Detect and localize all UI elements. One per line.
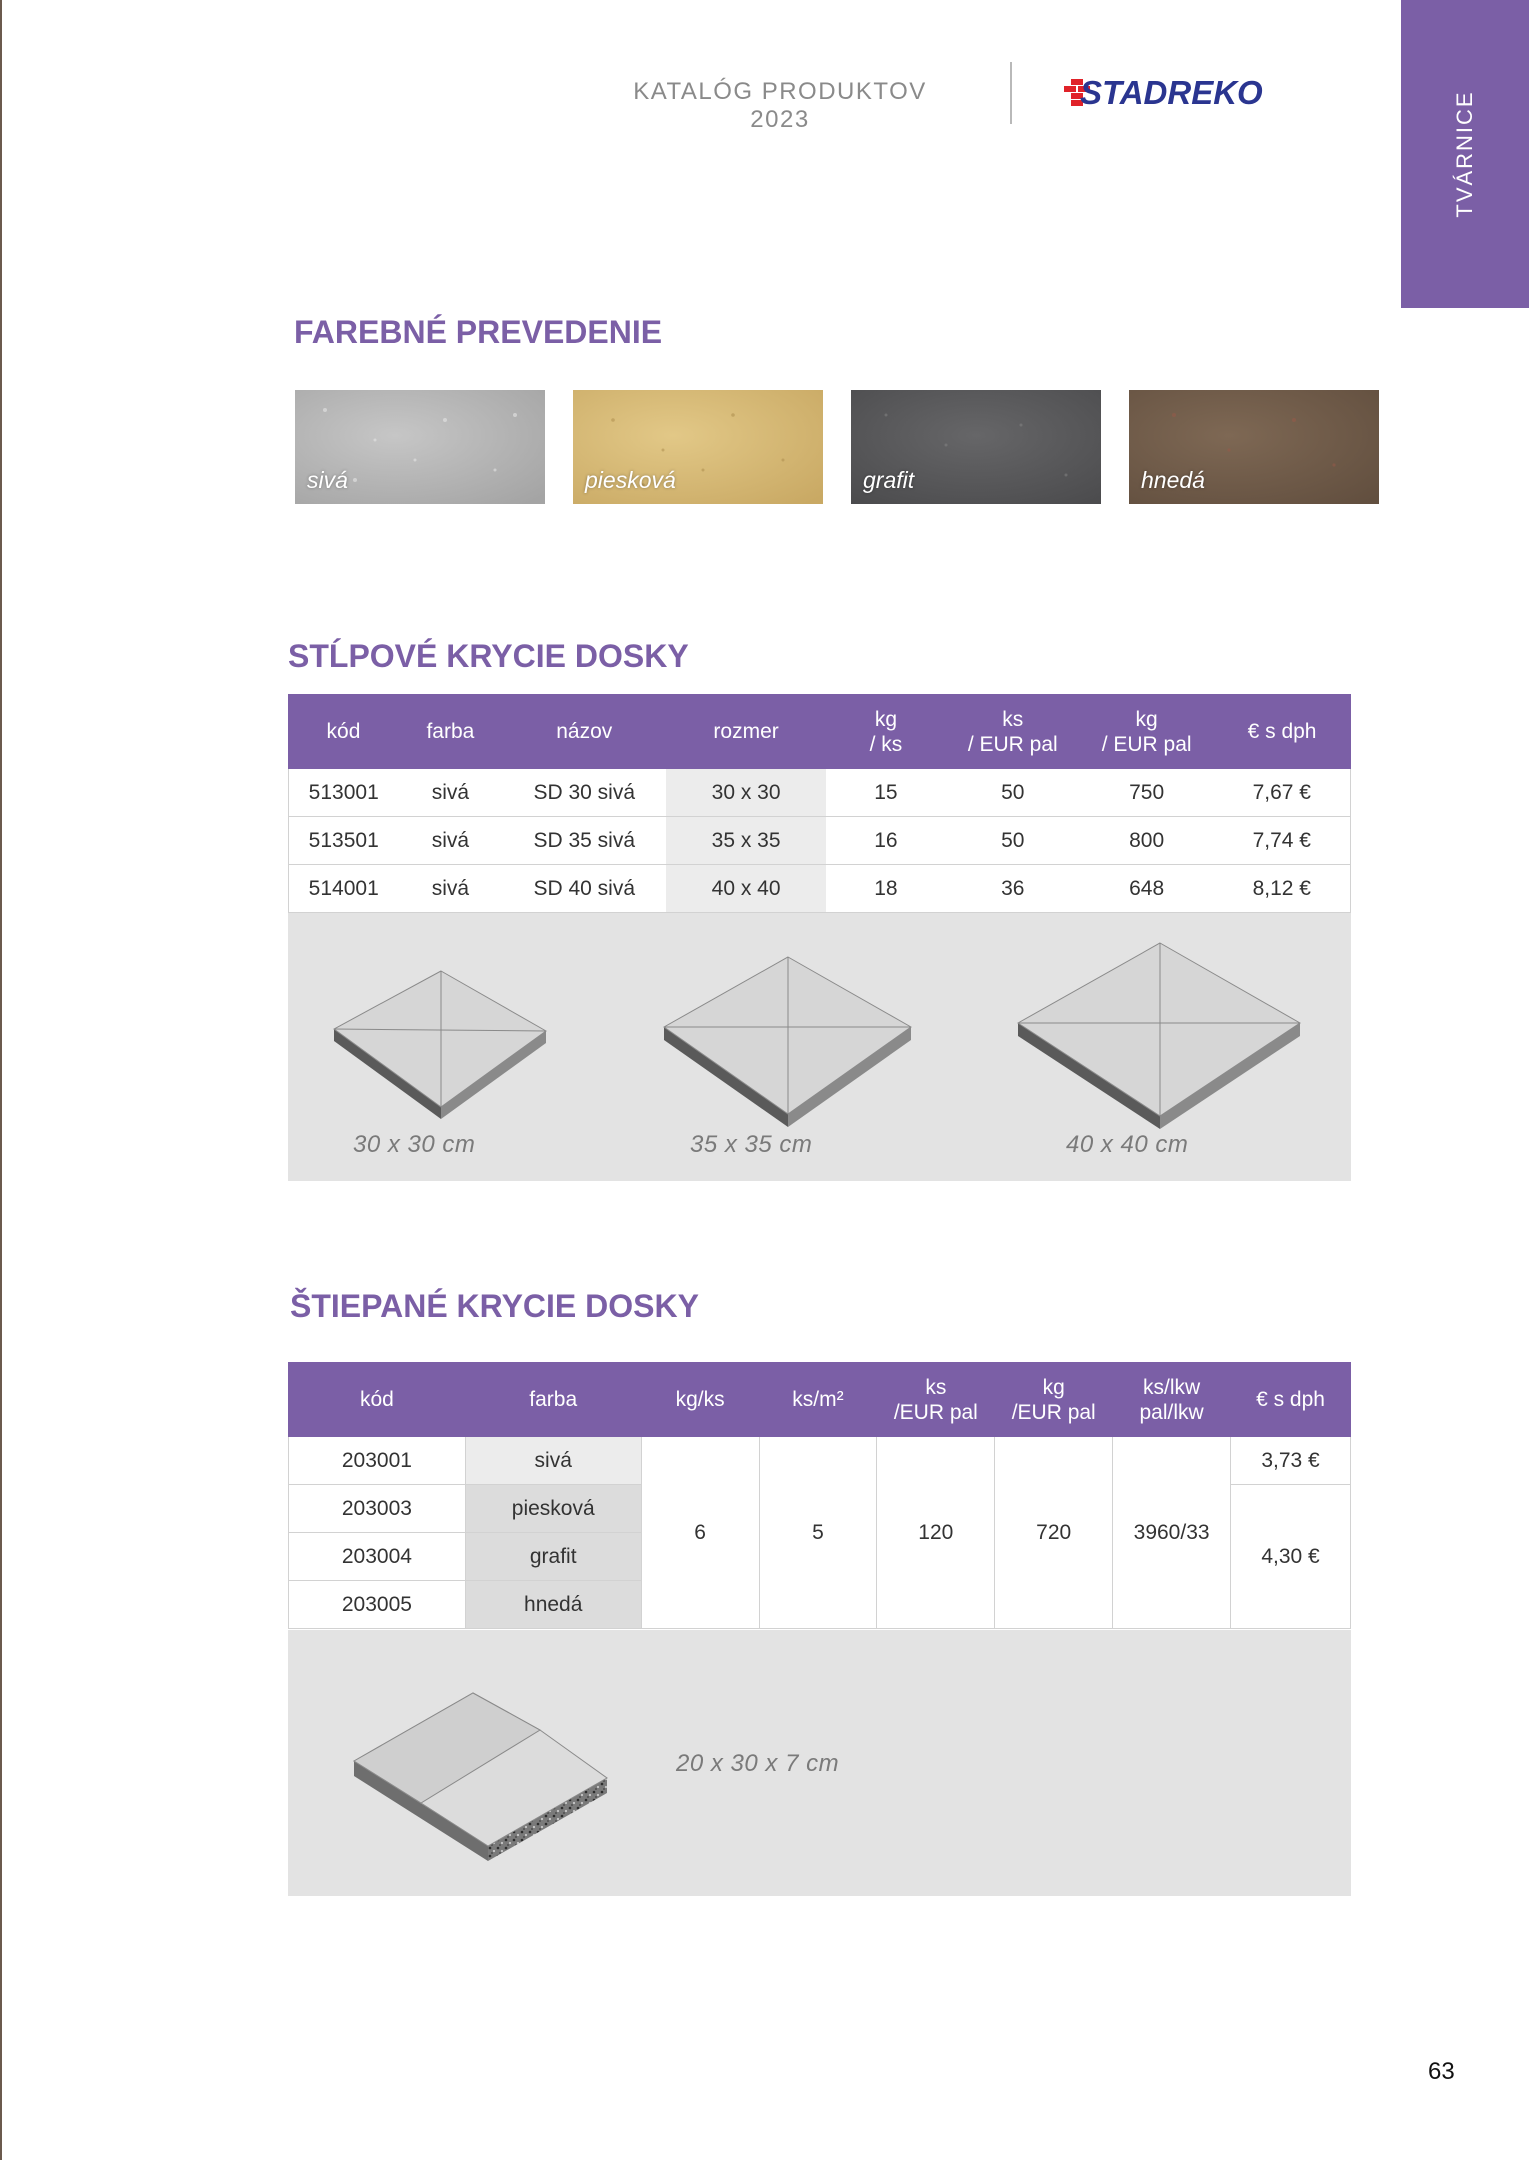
cell-color: grafit: [465, 1533, 641, 1581]
split-caps-title: ŠTIEPANÉ KRYCIE DOSKY: [290, 1288, 699, 1324]
col-header: kód: [289, 1363, 466, 1437]
cell-color: sivá: [398, 865, 502, 913]
cell-name: SD 40 sivá: [502, 865, 666, 913]
cell-size: 35 x 35: [666, 817, 826, 865]
col-header: kód: [289, 695, 399, 769]
side-tab-label: TVÁRNICE: [1452, 90, 1477, 218]
col-header: kg / EUR pal: [1080, 695, 1214, 769]
cell-color: sivá: [398, 817, 502, 865]
swatch-siva: [295, 390, 545, 504]
table-header-row: [289, 695, 1351, 769]
table-row: [289, 817, 1351, 865]
col-header: ks/m²: [759, 1363, 877, 1437]
cell-kg-ks: 18: [826, 865, 946, 913]
table-row: [289, 769, 1351, 817]
page-number: 63: [1428, 2058, 1455, 2085]
cell-code: 514001: [289, 865, 399, 913]
cell-code: 203004: [289, 1533, 466, 1581]
cell-code: 203005: [289, 1581, 466, 1629]
cell-lkw: 3960/33: [1113, 1437, 1231, 1629]
cell-color: sivá: [465, 1437, 641, 1485]
col-header: kg / ks: [826, 695, 946, 769]
catalog-label: KATALÓG PRODUKTOV 2023: [633, 78, 927, 133]
stadreko-logo: [1062, 76, 1302, 110]
colors-section-title: FAREBNÉ PREVEDENIE: [294, 314, 663, 350]
page-edge: [0, 0, 2, 2160]
cell-ks-pal: 50: [946, 817, 1080, 865]
side-tab: [1401, 0, 1529, 308]
cell-color: hnedá: [465, 1581, 641, 1629]
swatch-grafit-label: grafit: [863, 467, 915, 493]
table-header-row: [289, 1363, 1351, 1437]
col-header: kg/ks: [641, 1363, 759, 1437]
cell-code: 203001: [289, 1437, 466, 1485]
cell-ks-m2: 5: [759, 1437, 877, 1629]
cell-kg-ks: 15: [826, 769, 946, 817]
cell-name: SD 30 sivá: [502, 769, 666, 817]
cell-price: 3,73 €: [1231, 1437, 1351, 1485]
cell-code: 203003: [289, 1485, 466, 1533]
cell-price: 7,74 €: [1214, 817, 1351, 865]
cell-name: SD 35 sivá: [502, 817, 666, 865]
post-caps-title: STĹPOVÉ KRYCIE DOSKY: [288, 638, 689, 674]
col-header: rozmer: [666, 695, 826, 769]
header-divider: [1010, 62, 1012, 124]
col-header: farba: [398, 695, 502, 769]
swatch-hneda: [1129, 390, 1379, 504]
swatch-siva-label: sivá: [307, 467, 348, 493]
post-cap-35-drawing: [664, 957, 911, 1127]
table-row: [289, 865, 1351, 913]
cell-price: 4,30 €: [1231, 1485, 1351, 1629]
cell-code: 513001: [289, 769, 399, 817]
col-header: názov: [502, 695, 666, 769]
split-caps-table: [288, 1362, 1351, 1629]
col-header: ks /EUR pal: [877, 1363, 995, 1437]
cell-kg-ks: 16: [826, 817, 946, 865]
cell-color: sivá: [398, 769, 502, 817]
cell-size: 40 x 40: [666, 865, 826, 913]
cell-price: 7,67 €: [1214, 769, 1351, 817]
post-caps-table: [288, 694, 1351, 913]
swatch-grafit: [851, 390, 1101, 504]
caption-30: 30 x 30 cm: [353, 1131, 476, 1158]
split-caps-illustration-panel: [288, 1630, 1351, 1896]
cell-kg-ks: 6: [641, 1437, 759, 1629]
post-caps-illustration-panel: [288, 913, 1351, 1181]
col-header: € s dph: [1231, 1363, 1351, 1437]
caption-split-cap: 20 x 30 x 7 cm: [676, 1750, 840, 1777]
cell-color: piesková: [465, 1485, 641, 1533]
swatch-hneda-label: hnedá: [1141, 467, 1205, 493]
table-row: [289, 1437, 1351, 1485]
col-header: ks/lkw pal/lkw: [1113, 1363, 1231, 1437]
post-cap-40-drawing: [1018, 943, 1300, 1129]
col-header: farba: [465, 1363, 641, 1437]
cell-kg-pal: 648: [1080, 865, 1214, 913]
swatch-pieskova-label: piesková: [585, 467, 676, 493]
cell-code: 513501: [289, 817, 399, 865]
col-header: ks / EUR pal: [946, 695, 1080, 769]
caption-35: 35 x 35 cm: [690, 1131, 813, 1158]
col-header: kg /EUR pal: [995, 1363, 1113, 1437]
cell-kg-pal: 720: [995, 1437, 1113, 1629]
caption-40: 40 x 40 cm: [1066, 1131, 1189, 1158]
cell-ks-pal: 120: [877, 1437, 995, 1629]
cell-price: 8,12 €: [1214, 865, 1351, 913]
post-cap-30-drawing: [334, 971, 546, 1119]
cell-ks-pal: 50: [946, 769, 1080, 817]
cell-kg-pal: 800: [1080, 817, 1214, 865]
cell-kg-pal: 750: [1080, 769, 1214, 817]
cell-ks-pal: 36: [946, 865, 1080, 913]
col-header: € s dph: [1214, 695, 1351, 769]
cell-size: 30 x 30: [666, 769, 826, 817]
swatch-pieskova: [573, 390, 823, 504]
logo-text: STADREKO: [1080, 74, 1263, 111]
